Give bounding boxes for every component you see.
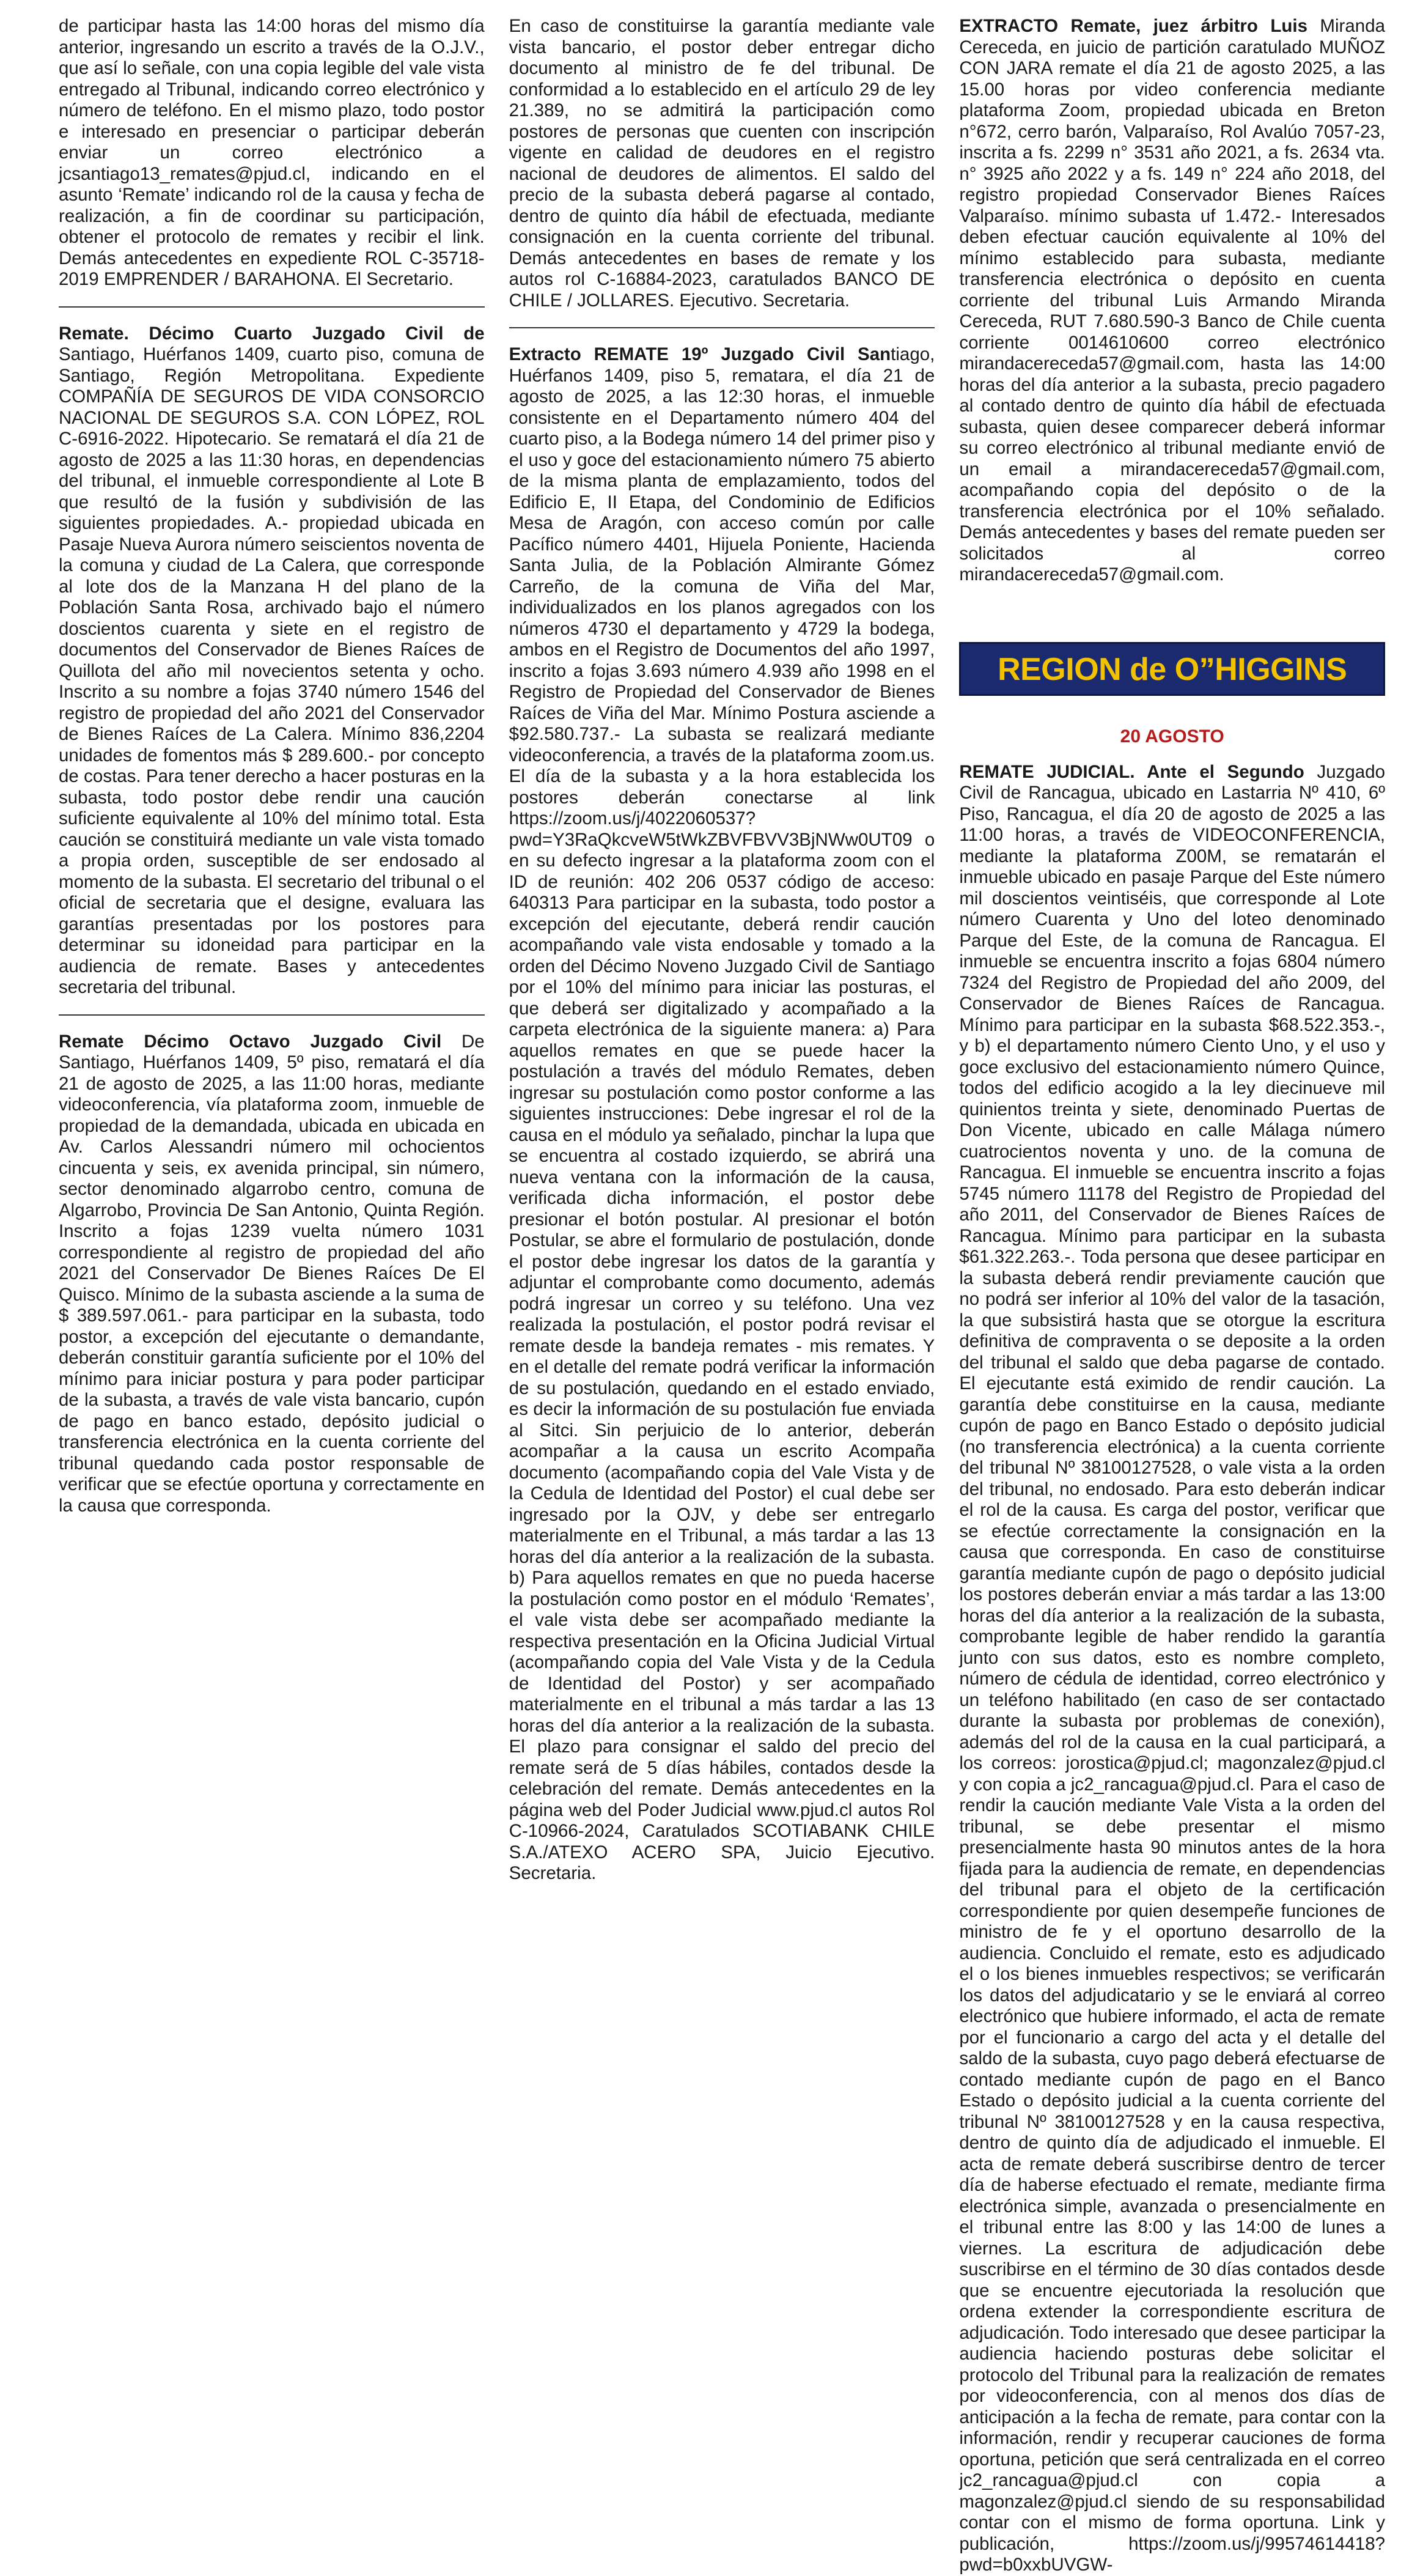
- notice-body: En caso de constituirse la garantía mediante vale vista bancario, el postor deber entregar dicho documento al ministro de fe del tribunal. De conformidad a lo establecido en el artículo 29 de ley 21.389, no se admitirá la participación como postores de personas que cuenten con inscripción vigente en calidad de deudores en el registro nacional de deudores de alimentos. El saldo del precio de la subasta deberá pagarse al contado, dentro de quinto día hábil de efectuada, mediante consignación en la cuenta corriente del tribunal. Demás antecedentes en bases de remate y los autos rol C-16884-2023, caratulados BANCO DE CHILE / JOLLARES. Ejecutivo. Secretaria.: [509, 16, 935, 311]
- notice-extracto-19-juzgado: [509, 344, 935, 1884]
- notice-heading: Extracto REMATE 19º Juzgado Civil San: [509, 344, 891, 364]
- notice-remate-judicial-rancagua: [959, 762, 1385, 2576]
- section-date: 20 AGOSTO: [1120, 726, 1224, 747]
- notice-heading: EXTRACTO Remate, juez árbitro Luis: [959, 16, 1307, 36]
- notice-body: Juzgado Civil de Rancagua, ubicado en Lastarria Nº 410, 6º Piso, Rancagua, el día 20 de agosto de 2025 a las 11:00 horas, a través de VIDEOCONFERENCIA, mediante la plataforma Z00M, se rematarán el inmueble ubicado en pasaje Parque del Este número mil doscientos veintiséis, que corresponde al Lote número Cuarenta y Uno del loteo denominado Parque del Este, de la comuna de Rancagua. El inmueble se encuentra inscrito a fojas 6804 número 7324 del Registro de Propiedad del año 2009, del Conservador de Bienes Raíces de Rancagua. Mínimo para participar en la subasta $68.522.353.-, y b) el departamento número Ciento Uno, y el uso y goce exclusivo del estacionamiento número Quince, todos del edificio acogido a la ley diecinueve mil quinientos treinta y siete, denominado Puertas de Don Vicente, ubicado en calle Málaga número cuatrocientos noventa y uno. de la comuna de Rancagua. El inmueble se encuentra inscrito a fojas 5745 número 11178 del Registro de Propiedad del año 2011, del Conservador de Bienes Raíces de Rancagua. Mínimo para participar en la subasta $61.322.263.-. Toda persona que desee participar en la subasta deberá rendir previamente caución que no podrá ser inferior al 10% del valor de la tasación, la que subsistirá hasta que se otorgue la escritura definitiva de compraventa o se deposite a la orden del tribunal el saldo que deba pagarse de contado. El ejecutante está eximido de rendir caución. La garantía debe constituirse en la causa, mediante cupón de pago en Banco Estado o depósito judicial (no transferencia electrónica) a la cuenta corriente del tribunal Nº 38100127528, o vale vista a la orden del tribunal, no endosado. Para esto deberán indicar el rol de la causa. Es carga del postor, verificar que se efectúe correctamente la consignación en la causa que corresponda. En caso de constituirse garantía mediante cupón de pago o depósito judicial los postores deberán enviar a más tardar a las 13:00 horas del día anterior a la realización de la subasta, comprobante legible de haber rendido la garantía junto con sus datos, esto es nombre completo, número de cédula de identidad, correo electrónico y un teléfono habilitado (en caso de ser contactado durante la subasta por problemas de conexión), además del rol de la causa en la cual participará, a los correos: jorostica@pjud.cl; magonzalez@pjud.cl y con copia a jc2_rancagua@pjud.cl. Para el caso de rendir la caución mediante Vale Vista a la orden del tribunal, se debe presentar el mismo presencialmente hasta 90 minutos antes de la hora fijada para la audiencia de remate, en dependencias del tribunal para el objeto de la certificación correspondiente por quien desempeñe funciones de ministro de fe y el oportuno desarrollo de la audiencia. Concluido el remate, esto es adjudicado el o los bienes inmuebles respectivos; se verificarán los datos del adjudicatario y se le enviará al correo electrónico que hubiere informado, el acta de remate por el funcionario a cargo del acta y el detalle del saldo de la subasta, cuyo pago deberá efectuarse de contado mediante cupón de pago en el Banco Estado o depósito judicial a la cuenta corriente del tribunal Nº 38100127528 y en la causa respectiva, dentro de quinto día de adjudicado el inmueble. El acta de remate deberá suscribirse dentro de tercer día de haberse efectuado el remate, mediante firma electrónica simple, avanzada o presencialmente en el tribunal entre las 8:00 y las 14:00 de lunes a viernes. La escritura de adjudicación debe suscribirse en el término de 30 días contados desde que se encuentre ejecutoriada la resolución que ordena extender la correspondiente escritura de adjudicación. Todo interesado que desee participar la audiencia haciendo posturas debe solicitar el protocolo del Tribunal para la realización de remates por videoconferencia, con al menos dos días de anticipación a la fecha de remate, para contar con la información, rendir y recuperar cauciones de forma oportuna, petición que será centralizada en el correo jc2_rancagua@pjud.cl con copia a magonzalez@pjud.cl siendo de su responsabilidad contar con el mismo de forma oportuna. Link y publicación, https://zoom.us/j/99574614418?pwd=b0xxbUVGW-: [959, 761, 1386, 2575]
- notice-heading: REMATE JUDICIAL. Ante el Segundo: [959, 761, 1304, 782]
- divider: [59, 306, 485, 308]
- notice-body: Miranda Cereceda, en juicio de partición caratulado MUÑOZ CON JARA remate el día 21 de agosto 2025, a las 15.00 horas por video conferencia mediante plataforma Zoom, propiedad ubicada en Breton n°672, cerro barón, Valparaíso, Rol Avalúo 7057-23, inscrita a fs. 2299 n° 3531 año 2021, a fs. 2634 vta. n° 3925 año 2022 y a fs. 149 n° 224 año 2018, del registro propiedad Conservador Bienes Raíces Valparaíso. mínimo subasta uf 1.472.- Interesados deben efectuar caución equivalente al 10% del mínimo establecido para subasta, mediante transferencia electrónica o depósito en cuenta corriente del tribunal Luis Armando Miranda Cereceda, RUT 7.680.590-3 Banco de Chile cuenta corriente 0014610600 correo electrónico mirandacereceda57@gmail.com, hasta las 14:00 horas del día anterior a la subasta, precio pagadero al contado dentro de quinto día hábil de efectuada subasta, quien desee comparecer deberá informar su correo electrónico al tribunal mediante envió de un email a mirandacereceda57@gmail.com, acompañando copia del depósito o de la transferencia electrónica por el 10% señalado. Demás antecedentes y bases del remate pueden ser solicitados al correo mirandacereceda57@gmail.com.: [959, 16, 1386, 585]
- notice-remate-14-juzgado: [59, 323, 485, 998]
- column-3: [959, 16, 1386, 2575]
- notice-heading: Remate. Décimo Cuarto Juzgado Civil de: [59, 323, 485, 344]
- notice-remate-18-juzgado: [59, 1032, 485, 1517]
- column-2: [509, 16, 935, 1936]
- notice-body: Santiago, Huérfanos 1409, cuarto piso, comuna de Santiago, Región Metropolitana. Expediente COMPAÑÍA DE SEGUROS DE VIDA CONSORCIO NACIONAL DE SEGUROS S.A. CON LÓPEZ, ROL C-6916-2022. Hipotecario. Se rematará el día 21 de agosto de 2025 a las 11:30 horas, en dependencias del tribunal, el inmueble correspondiente al Lote B que resultó de la fusión y subdivisión de las siguientes propiedades. A.- propiedad ubicada en Pasaje Nueva Aurora número seiscientos noventa de la comuna y ciudad de La Calera, que corresponde al lote dos de la Manzana H del plano de la Población Santa Rosa, archivado bajo el número doscientos cuarenta y siete en el registro de documentos del Conservador de Bienes Raíces de Quillota del año mil novecientos setenta y ocho. Inscrito a su nombre a fojas 3740 número 1546 del registro de propiedad del año 2021 del Conservador de Bienes Raíces de La Calera. Mínimo 836,2204 unidades de fomentos más $ 289.600.- por concepto de costas. Para tener derecho a hacer posturas en la subasta, todo postor debe rendir una caución suficiente equivalente al 10% del mínimo total. Esta caución se constituirá mediante un vale vista tomado a propia orden, susceptible de ser endosado al momento de la subasta. El secretario del tribunal o el oficial de secretaria que el designe, evaluara las garantías presentadas por los postores para determinar su idoneidad para participar en la audiencia de remate. Bases y antecedentes secretaria del tribunal.: [59, 344, 485, 997]
- notice-heading: Remate Décimo Octavo Juzgado Civil: [59, 1031, 442, 1052]
- notice-body: tiago, Huérfanos 1409, piso 5, rematara, el día 21 de agosto de 2025, a las 12:30 horas, el inmueble consistente en el Departamento número 404 del cuarto piso, a la Bodega número 14 del primer piso y el uso y goce del estacionamiento número 75 abierto de la misma planta de emplazamiento, todos del Edificio E, II Etapa, del Condominio de Edificios Mesa de Aragón, con acceso común por calle Pacífico número 4401, Hijuela Poniente, Hacienda Santa Julia, de la Población Almirante Gómez Carreño, de la comuna de Viña del Mar, individualizados en los planos agregados con los números 4730 el departamento y 4729 la bodega, ambos en el Registro de Documentos del año 1997, inscrito a fojas 3.693 número 4.939 año 1998 en el Registro de Propiedad del Conservador de Bienes Raíces de Viña del Mar. Mínimo Postura asciende a $92.580.737.- La subasta se realizará mediante videoconferencia, a través de la plataforma zoom.us. El día de la subasta y a la hora establecida los postores deberán conectarse al link https://zoom.us/j/4022060537?pwd=Y3RaQkcveW5tWkZBVFBVV3BjNWw0UT09 o en su defecto ingresar a la plataforma zoom con el ID de reunión: 402 206 0537 código de acceso: 640313 Para participar en la subasta, todo postor a excepción del ejecutante, deberá rendir caución acompañando vale vista endosable y tomado a la orden del Décimo Noveno Juzgado Civil de Santiago por el 10% del mínimo para iniciar las posturas, el que deberá ser digitalizado y acompañado a la carpeta electrónica de la siguiente manera: a) Para aquellos remates en que se puede hacer la postulación a través del módulo Remates, deben ingresar su postulación como postor conforme a las siguientes instrucciones: Debe ingresar el rol de la causa en el módulo ya señalado, pinchar la lupa que se encuentra al costado izquierdo, se abrirá una nueva ventana con la información de la causa, verificada dicha información, el postor debe presionar el botón postular. Al presionar el botón Postular, se abre el formulario de postulación, donde el postor debe ingresar los datos de la garantía y adjuntar el comprobante como documento, además podrá ingresar un correo y su teléfono. Una vez realizada la postulación, el postor podrá revisar el remate desde la bandeja remates - mis remates. Y en el detalle del remate podrá verificar la información de su postulación, quedando en el estado enviado, es decir la información de su postulación fue enviada al Sitci. Sin perjuicio de lo anterior, deberán acompañar a la causa un escrito Acompaña documento (acompañando copia del Vale Vista y de la Cedula de Identidad del Postor) el cual debe ser ingresado por la OJV, y debe ser entregarlo materialmente en el Tribunal, a más tardar a las 13 horas del día anterior a la realización de la subasta. b) Para aquellos remates en que no pueda hacerse la postulación como postor en el módulo ‘Remates’, el vale vista debe ser acompañado mediante la respectiva presentación en la Oficina Judicial Virtual (acompañando copia del Vale Vista y de la Cedula de Identidad del Postor) y ser acompañado materialmente en el tribunal a más tardar a las 13 horas del día anterior a la realización de la subasta. El plazo para consignar el saldo del precio del remate será de 5 días hábiles, contados desde la celebración del remate. Demás antecedentes en la página web del Poder Judicial www.pjud.cl autos Rol C-10966-2024, Caratulados SCOTIABANK CHILE S.A./ATEXO ACERO SPA, Juicio Ejecutivo. Secretaria.: [509, 344, 935, 1883]
- column-1: [59, 16, 485, 1936]
- notice-body: De Santiago, Huérfanos 1409, 5º piso, rematará el día 21 de agosto de 2025, a las 11:00 horas, mediante videoconferencia, vía plataforma zoom, inmueble de propiedad de la demandada, ubicada en ubicada en Av. Carlos Alessandri número mil ochocientos cincuenta y seis, ex avenida principal, sin número, sector denominado algarrobo centro, comuna de Algarrobo, Provincia De San Antonio, Quinta Región. Inscrito a fojas 1239 vuelta número 1031 correspondiente al registro de propiedad del año 2021 del Conservador De Bienes Raíces De El Quisco. Mínimo de la subasta asciende a la suma de $ 389.597.061.- para participar en la subasta, todo postor, a excepción del ejecutante o demandante, deberán constituir garantía suficiente por el 10% del mínimo para iniciar postura y para poder participar de la subasta, a través de vale vista bancario, cupón de pago en banco estado, depósito judicial o transferencia electrónica en la cuenta corriente del tribunal quedando cada postor responsable de verificar que se efectúe oportuna y correctamente en la causa que corresponda.: [59, 1031, 485, 1516]
- notice-extracto-juez-arbitro: [959, 16, 1385, 586]
- region-banner: REGION de O”HIGGINS: [959, 642, 1385, 696]
- divider: [59, 1014, 485, 1016]
- notice-body: de participar hasta las 14:00 horas del mismo día anterior, ingresando un escrito a través de la O.J.V., que así lo señale, con una copia legible del vale vista entregado al Tribunal, indicando correo electrónico y número de teléfono. En el mismo plazo, todo postor e interesado en presenciar o participar deberán enviar un correo electrónico a jcsantiago13_remates@pjud.cl, indicando en el asunto ‘Remate’ indicando rol de la causa y fecha de realización, a fin de coordinar su participación, obtener el protocolo de remates y recibir el link. Demás antecedentes en expediente ROL C-35718-2019 EMPRENDER / BARAHONA. El Secretario.: [59, 16, 485, 289]
- divider: [509, 327, 935, 328]
